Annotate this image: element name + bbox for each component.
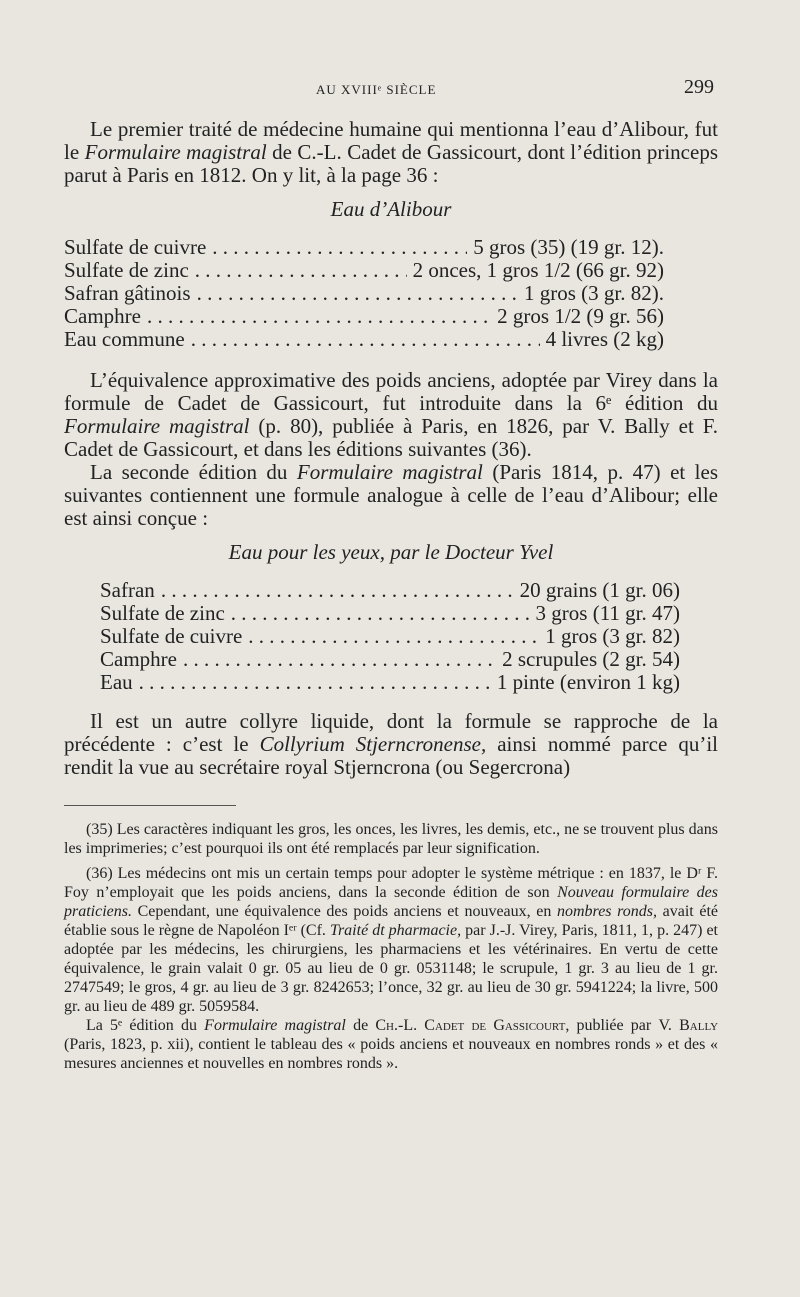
ingredient-name: Sulfate de cuivre [64,235,207,259]
ingredient-name: Camphre [64,304,141,328]
leader-dots [231,602,530,625]
leader-dots [195,259,407,282]
book-title: Nouveau formulaire des praticiens. [64,884,718,920]
running-head: AU XVIIIᵉ SIÈCLE [316,82,437,97]
leader-dots [191,328,540,351]
book-title: Formulaire magistral [64,414,250,438]
author-name: V. Bally [658,1017,719,1034]
leader-dots [139,671,491,694]
latin-name: Collyrium Stjerncronense, [259,732,487,756]
recipe-alibour [64,236,664,351]
leader-dots [248,625,539,648]
ingredient-quantity: 2 gros 1/2 (9 gr. 56) [497,304,664,328]
book-title: Formulaire magistral [204,1017,346,1034]
text-run: de [345,1017,376,1034]
ingredient-quantity: 5 gros (35) (19 gr. 12). [473,235,664,259]
text-run: de C.-L. Cadet de Gassicourt, dont l’édition princeps parut à Paris en 1812. On y lit, à la page 36 : [64,140,719,187]
book-title: Formulaire magistral [296,460,483,484]
author-name: Ch.-L. Cadet de Gassicourt, [375,1017,570,1034]
ingredient-name: Sulfate de zinc [100,601,225,625]
ingredient-quantity: 1 gros (3 gr. 82) [545,624,680,648]
emphasis: nombres ronds, [557,903,657,920]
text-run: (Paris, 1823, p. xii), contient le tableau des « poids anciens et nouveaux en nombres ronds » et des « mesures anciennes et nouvelles en nombres ronds ». [64,1036,718,1072]
text-run: (Paris 1814, p. 47) et les suivantes contiennent une formule analogue à celle de l’eau d’Alibour; elle est ainsi conçue : [64,460,719,530]
recipe-row [100,648,680,671]
footnote-rule [64,805,236,806]
recipe-title-yvel: Eau pour les yeux, par le Docteur Yvel [228,540,554,564]
text-run: La seconde édition du [90,460,297,484]
recipe-row [64,305,664,328]
recipe-row [100,579,680,602]
ingredient-name: Eau commune [64,327,185,351]
text-run: avait été établie sous le règne de Napoléon Iᵉʳ (Cf. [64,903,718,939]
ingredient-quantity: 1 pinte (environ 1 kg) [496,670,680,694]
recipe-row [64,282,664,305]
ingredient-name: Sulfate de cuivre [100,624,243,648]
paragraph-3 [64,461,718,530]
recipe-row [100,625,680,648]
recipe-row [100,602,680,625]
paragraph-1 [64,118,718,187]
recipe-row [64,236,664,259]
book-title: Formulaire magistral [84,140,267,164]
ingredient-quantity: 20 grains (1 gr. 06) [519,578,680,602]
recipe-yvel [100,579,680,694]
text-run: L’équivalence approximative des poids anciens, adoptée par Virey dans la formule de Cadet de Gassicourt, fut introduite dans la 6ᵉ édition du [64,368,718,415]
ingredient-name: Safran gâtinois [64,281,191,305]
paragraph-2 [64,369,718,461]
ingredient-quantity: 2 onces, 1 gros 1/2 (66 gr. 92) [412,258,664,282]
text-run: publiée par [569,1017,659,1034]
footnote-36 [64,864,718,1016]
text-run: La 5ᵉ édition du [86,1017,205,1034]
paragraph-4 [64,710,718,779]
leader-dots [161,579,514,602]
recipe-row [64,259,664,282]
text-run: Le premier traité de médecine humaine qui mentionna l’eau d’Alibour, fut le [64,117,718,164]
page-number: 299 [684,76,714,98]
ingredient-name: Eau [100,670,133,694]
ingredient-name: Safran [100,578,155,602]
leader-dots [183,648,496,671]
main-text [64,118,718,1073]
recipe-title-alibour: Eau d’Alibour [330,197,452,221]
text-run: Il est un autre collyre liquide, dont la formule se rapproche de la précédente : c’est le [64,709,718,756]
ingredient-name: Sulfate de zinc [64,258,189,282]
page-header [64,76,714,106]
ingredient-name: Camphre [100,647,177,671]
recipe-row [64,328,664,351]
text-run: Cependant, une équivalence des poids anciens et nouveaux, en [132,903,557,920]
footnote-36-continued [64,1016,718,1073]
recipe-row [100,671,680,694]
ingredient-quantity: 2 scrupules (2 gr. 54) [502,647,680,671]
text-run: (p. 80), publiée à Paris, en 1826, par V. Bally et F. Cadet de Gassicourt, et dans les éditions suivantes (36). [64,414,718,461]
leader-dots [197,282,518,305]
leader-dots [212,236,467,259]
ingredient-quantity: 4 livres (2 kg) [545,327,664,351]
text-run: (36) Les médecins ont mis un certain temps pour adopter le système métrique : en 1837, le Dʳ F. Foy n’employait que les poids anciens, dans la seconde édition de son [64,865,718,901]
book-title: Traité dt pharmacie, [329,922,462,939]
ingredient-quantity: 3 gros (11 gr. 47) [535,601,680,625]
text-run: ainsi nommé parce qu’il rendit la vue au secrétaire royal Stjerncrona (ou Segercrona) [64,732,718,779]
footnote-35: (35) Les caractères indiquant les gros, les onces, les livres, les demis, etc., ne se trouvent plus dans les imprimeries; c’est pourquoi ils ont été remplacés par leur signification. [64,821,718,857]
ingredient-quantity: 1 gros (3 gr. 82). [524,281,664,305]
leader-dots [147,305,491,328]
text-run: par J.-J. Virey, Paris, 1811, 1, p. 247) et adoptée par les médecins, les chirurgiens, les pharmaciens et les vétérinaires. En vertu de cette équivalence, le grain valait 0 gr. 05 au lieu de 0 gr. 0531148; le scrupule, 1 gr. 3 au lieu de 1 gr. 2747549; le gros, 4 gr. au lieu de 3 gr. 8242653; l’once, 32 gr. au lieu de 30 gr. 5941224; la livre, 500 gr. au lieu de 489 gr. 5059584. [64,922,718,1015]
